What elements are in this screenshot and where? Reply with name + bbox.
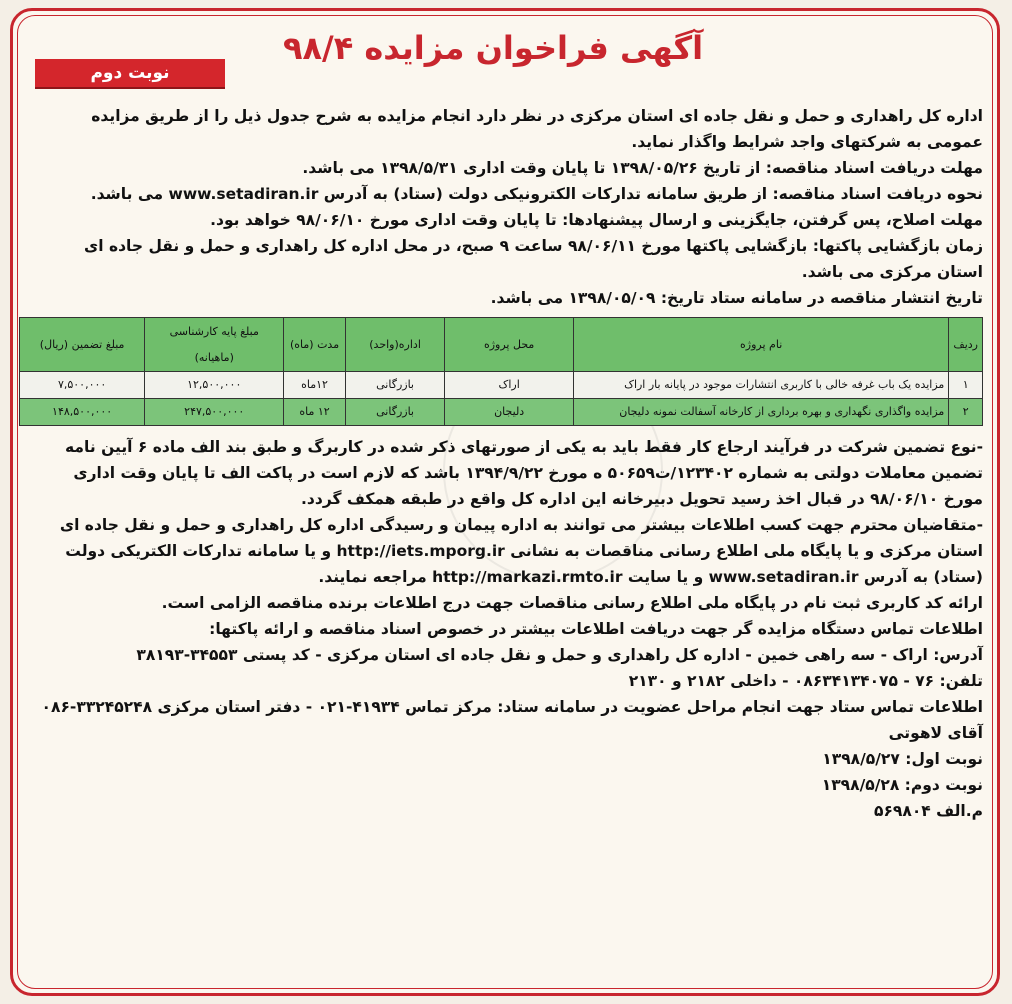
cell-project-name: مزایده واگذاری نگهداری و بهره برداری از کارخانه آسفالت نمونه دلیجان [574,399,949,426]
notice-title: آگهی فراخوان مزایده ۹۸/۴ [282,29,704,67]
cell-duration: ۱۲ماه [284,372,346,399]
col-header-department: اداره(واحد) [345,318,444,372]
document-method: نحوه دریافت اسناد مناقصه: از طریق سامانه تدارکات الکترونیکی دولت (ستاد) به آدرس www.setadiran.ir می باشد. [90,185,983,203]
cell-row-number: ۲ [949,399,983,426]
col-header-base-price: مبلغ پایه کارشناسی (ماهیانه) [145,318,284,372]
first-round: نوبت اول: ۱۳۹۸/۵/۲۷ [822,750,983,768]
cell-base-price: ۱۲,۵۰۰,۰۰۰ [145,372,284,399]
publish-date: تاریخ انتشار مناقصه در سامانه ستاد تاریخ: ۱۳۹۸/۰۵/۰۹ می باشد. [490,289,983,307]
cell-duration: ۱۲ ماه [284,399,346,426]
notice-frame [10,8,1000,996]
address: آدرس: اراک - سه راهی خمین - اداره کل راهداری و حمل و نقل جاده ای استان مرکزی - کد پستی ۳۴۵۵۳-۳۸۱۹۳ [136,646,983,664]
cell-location: دلیجان [445,399,574,426]
col-header-row-number: ردیف [949,318,983,372]
setad-contact: اطلاعات تماس ستاد جهت انجام مراحل عضویت در سامانه ستاد: مرکز تماس ۴۱۹۳۴-۰۲۱ - دفتر استان مرکزی ۳۳۲۴۵۲۴۸-۰۸۶ آقای لاهوتی [41,698,983,742]
phone: تلفن: ۷۶ - ۰۸۶۳۴۱۳۴۰۷۵ - داخلی ۲۱۸۲ و ۲۱۳۰ [628,672,983,690]
col-header-duration: مدت (ماه) [284,318,346,372]
cell-project-name: مزایده یک باب غرفه خالی با کاربری انتشارات موجود در پایانه بار اراک [574,372,949,399]
contact-heading: اطلاعات تماس دستگاه مزایده گر جهت دریافت اطلاعات بیشتر در خصوص اسناد مناقصه و ارائه پاکتها: [209,620,983,638]
col-header-project-name: نام پروژه [574,318,949,372]
round-badge: نوبت دوم [35,59,225,87]
document-deadline: مهلت دریافت اسناد مناقصه: از تاریخ ۱۳۹۸/۰۵/۲۶ تا پایان وقت اداری ۱۳۹۸/۵/۳۱ می باشد. [302,159,983,177]
table-row [20,372,983,399]
table-header-row [20,318,983,372]
auction-table [19,317,983,426]
notice-footer [33,434,983,824]
cell-department: بازرگانی [345,399,444,426]
opening-time: زمان بازگشایی پاکتها: بازگشایی پاکتها مورخ ۹۸/۰۶/۱۱ ساعت ۹ صبح، در محل اداره کل راهداری و حمل و نقل جاده ای استان مرکزی می باشد. [84,237,983,281]
col-header-guarantee: مبلغ تضمین (ریال) [20,318,145,372]
cell-location: اراک [445,372,574,399]
intro-paragraph: اداره کل راهداری و حمل و نقل جاده ای استان مرکزی در نظر دارد انجام مزایده به شرح جدول ذیل را از طریق مزایده عمومی به شرکتهای واجد شرایط واگذار نماید. [91,107,983,151]
user-code-note: ارائه کد کاربری ثبت نام در پایگاه ملی اطلاع رسانی مناقصات جهت درج اطلاعات برنده مناقصه الزامی است. [161,594,983,612]
notice-body [33,103,983,824]
cell-row-number: ۱ [949,372,983,399]
guarantee-type: -نوع تضمین شرکت در فرآیند ارجاع کار فقط باید به یکی از صورتهای ذکر شده در کاربرگ و طبق بند الف ماده ۶ آیین نامه تضمین معاملات دولتی به شماره ۱۲۳۴۰۲/ت۵۰۶۵۹ ه مورخ ۱۳۹۴/۹/۲۲ باشد که لازم است در پاکت الف تا پایان وقت اداری مورخ ۹۸/۰۶/۱۰ در قبال اخذ رسید تحویل دبیرخانه این اداره کل واقع در طبقه همکف گردد. [65,438,983,508]
cell-base-price: ۲۴۷,۵۰۰,۰۰۰ [145,399,284,426]
reference-number: م.الف ۵۶۹۸۰۴ [873,802,983,820]
second-round: نوبت دوم: ۱۳۹۸/۵/۲۸ [821,776,983,794]
col-header-location: محل پروژه [445,318,574,372]
table-row [20,399,983,426]
notice-header [13,29,997,85]
proposal-deadline: مهلت اصلاح، پس گرفتن، جایگزینی و ارسال پیشنهادها: تا پایان وقت اداری مورخ ۹۸/۰۶/۱۰ خواهد بود. [210,211,983,229]
cell-department: بازرگانی [345,372,444,399]
cell-guarantee: ۷,۵۰۰,۰۰۰ [20,372,145,399]
cell-guarantee: ۱۴۸,۵۰۰,۰۰۰ [20,399,145,426]
info-sources: -متقاضیان محترم جهت کسب اطلاعات بیشتر می توانند به اداره پیمان و رسیدگی اداره کل راهداری و حمل و نقل جاده ای استان مرکزی و یا پایگاه ملی اطلاع رسانی مناقصات به نشانی http://iets.mporg.ir و یا سامانه تدارکات الکتریکی دولت (ستاد) به آدرس www.setadiran.ir و یا سایت http://markazi.rmto.ir مراجعه نمایند. [59,516,983,586]
